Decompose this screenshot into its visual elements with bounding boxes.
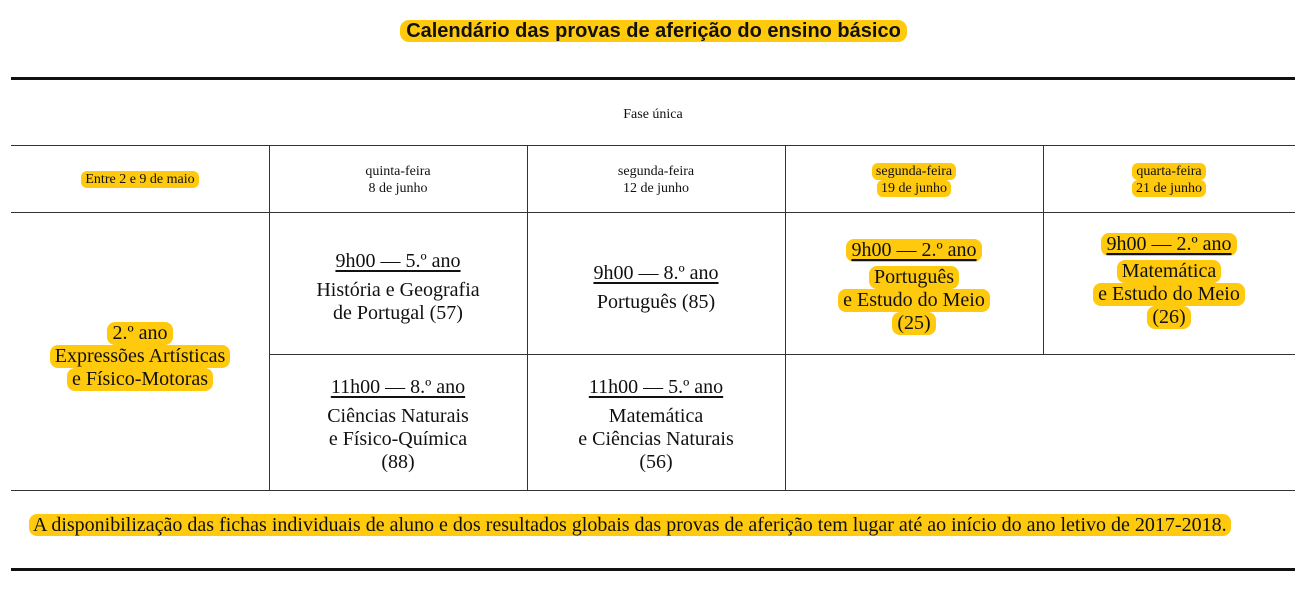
exam-historia-line1: História e Geografia [316,279,480,301]
phase-label: Fase única [623,107,683,122]
exam-portugues-2-line1: Português [869,266,959,289]
exam-historia-time: 9h00 — 5.º ano [335,250,461,272]
exam-matematica-2-line3: (26) [1147,306,1190,329]
exam-ciencias-8 [269,355,527,490]
date-header-2-date: 8 de junho [368,180,428,196]
date-header-2 [269,146,527,213]
exam-ciencias-8-time: 11h00 — 8.º ano [330,375,466,398]
exam-ciencias-8-line3: (88) [381,450,415,473]
results-note-text: A disponibilização das fichas individuais de aluno e dos resultados globais das provas de aferição tem lugar até ao início do ano letivo de 2017-2018. [29,514,1231,536]
page-title [0,17,1307,45]
date-header-3 [527,146,785,213]
exam-portugues-2-time: 9h00 — 2.º ano [846,239,981,262]
exam-historia [269,213,527,354]
exam-portugues-2 [785,213,1043,354]
exam-portugues-2-line2: e Estudo do Meio [838,289,990,312]
exam-matematica-5-line1: Matemática [608,404,704,427]
exam-matematica-5-line2: e Ciências Naturais [578,427,734,450]
date-header-3-day: segunda-feira [617,163,695,179]
date-header-4-day: segunda-feira [872,163,956,180]
exam-matematica-2-time: 9h00 — 2.º ano [1101,233,1236,256]
date-header-1-date: Entre 2 e 9 de maio [81,171,198,188]
date-header-3-date: 12 de junho [622,180,690,196]
date-header-2-day: quinta-feira [365,163,431,179]
date-header-4-date: 19 de junho [877,180,951,197]
date-header-5 [1043,146,1295,213]
exam-ciencias-8-line1: Ciências Naturais [327,404,469,427]
date-header-5-day: quarta-feira [1132,163,1205,180]
exam-portugues-2-line3: (25) [892,312,935,335]
exam-matematica-5-time: 11h00 — 5.º ano [588,375,724,398]
exam-ciencias-8-line2: e Físico-Química [328,427,468,450]
exam-expressoes-line2: e Físico-Motoras [67,368,213,391]
bottom-rule [11,568,1295,571]
exam-expressoes [11,213,269,490]
table-bottom-divider [11,490,1295,491]
exam-portugues-8-time: 9h00 — 8.º ano [593,261,719,284]
results-note [11,512,1295,538]
exam-expressoes-year: 2.º ano [107,322,172,345]
exam-matematica-2 [1043,213,1295,354]
date-header-1 [11,146,269,213]
date-header-5-date: 21 de junho [1132,180,1206,197]
exam-portugues-8-line1: Português (85) [596,290,716,313]
exam-expressoes-line1: Expressões Artísticas [50,345,231,368]
exam-portugues-8 [527,213,785,354]
exam-matematica-2-line2: e Estudo do Meio [1093,283,1245,306]
top-rule [11,77,1295,80]
exam-matematica-5-line3: (56) [639,450,673,473]
exam-matematica-5 [527,355,785,490]
title-text: Calendário das provas de aferição do ensino básico [400,20,907,42]
exam-matematica-2-line1: Matemática [1117,260,1221,283]
exam-historia-line2: de Portugal (57) [333,302,463,324]
date-header-4 [785,146,1043,213]
